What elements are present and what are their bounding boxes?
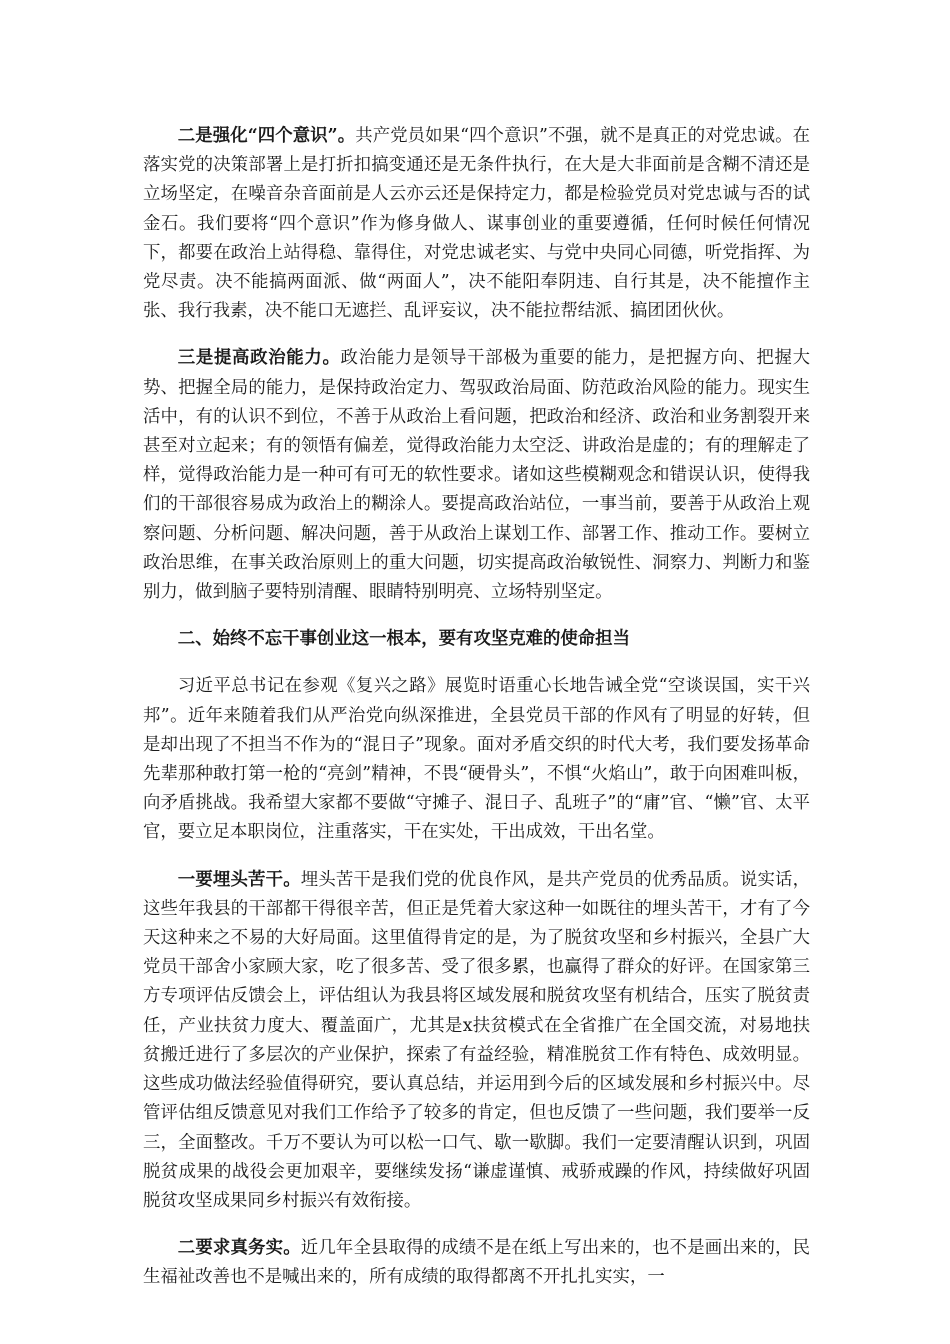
paragraph-lead: 一要埋头苦干。 <box>177 869 301 890</box>
paragraph-body: 习近平总书记在参观《复兴之路》展览时语重心长地告诫全党“空谈误国，实干兴邦”。近年来随着我们从严治党向纵深推进，全县党员干部的作风有了明显的好转，但是却出现了不担当不作为的“混日子”现象。面对矛盾交织的时代大考，我们要发扬革命先辈那种敢打第一枪的“亮剑”精神，不畏“硬骨头”，不惧“火焰山”，敢于向困难叫板，向矛盾挑战。我希望大家都不要做“守摊子、混日子、乱班子”的“庸”官、“懒”官、太平官，要立足本职岗位，注重落实，干在实处，干出成效，干出名堂。 <box>143 676 810 843</box>
paragraph-body: 政治能力是领导干部极为重要的能力，是把握方向、把握大势、把握全局的能力，是保持政治定力、驾驭政治局面、防范政治风险的能力。现实生活中，有的认识不到位，不善于从政治上看问题，把政治和经济、政治和业务割裂开来甚至对立起来；有的领悟有偏差，觉得政治能力太空泛、讲政治是虚的；有的理解走了样，觉得政治能力是一种可有可无的软性要求。诸如这些模糊观念和错误认识，使得我们的干部很容易成为政治上的糊涂人。要提高政治站位，一事当前，要善于从政治上观察问题、分析问题、解决问题，善于从政治上谋划工作、部署工作、推动工作。要树立政治思维，在事关政治原则上的重大问题，切实提高政治敏锐性、洞察力、判断力和鉴别力，做到脑子要特别清醒、眼睛特别明亮、立场特别坚定。 <box>143 348 810 603</box>
paragraph-body: 共产党员如果“四个意识”不强，就不是真正的对党忠诚。在落实党的决策部署上是打折扣搞变通还是无条件执行，在大是大非面前是含糊不清还是立场坚定，在噪音杂音面前是人云亦云还是保持定力，都是检验党员对党忠诚与否的试金石。我们要将“四个意识”作为修身做人、谋事创业的重要遵循，任何时候任何情况下，都要在政治上站得稳、靠得住，对党忠诚老实、与党中央同心同德，听党指挥、为党尽责。决不能搞两面派、做“两面人”，决不能阳奉阴违、自行其是，决不能擅作主张、我行我素，决不能口无遮拦、乱评妄议，决不能拉帮结派、搞团团伙伙。 <box>143 126 810 322</box>
paragraph-practical-work <box>143 672 810 847</box>
paragraph-body: 近几年全县取得的成绩不是在纸上写出来的，也不是画出来的，民生福祉改善也不是喊出来的，所有成绩的取得都离不开扎扎实实，一 <box>143 1238 810 1288</box>
paragraph-lead: 三是提高政治能力。 <box>177 348 341 369</box>
paragraph-lead: 二要求真务实。 <box>177 1238 301 1259</box>
paragraph-four-consciousness <box>143 122 810 326</box>
paragraph-political-ability <box>143 344 810 607</box>
paragraph-seek-truth <box>143 1234 810 1292</box>
paragraph-hard-work <box>143 866 810 1216</box>
section-heading: 二、始终不忘干事创业这一根本，要有攻坚克难的使命担当 <box>177 629 630 650</box>
paragraph-lead: 二是强化“四个意识”。 <box>177 126 356 146</box>
paragraph-body: 埋头苦干是我们党的优良作风，是共产党员的优秀品质。说实话，这些年我县的干部都干得很辛苦，但正是凭着大家这种一如既往的埋头苦干，才有了今天这种来之不易的大好局面。这里值得肯定的是，为了脱贫攻坚和乡村振兴，全县广大党员干部舍小家顾大家，吃了很多苦、受了很多累，也赢得了群众的好评。在国家第三方专项评估反馈会上，评估组认为我县将区域发展和脱贫攻坚有机结合，压实了脱贫责任，产业扶贫力度大、覆盖面广，尤其是x扶贫模式在全省推广在全国交流，对易地扶贫搬迁进行了多层次的产业保护，探索了有益经验，精准脱贫工作有特色、成效明显。这些成功做法经验值得研究，要认真总结，并运用到今后的区域发展和乡村振兴中。尽管评估组反馈意见对我们工作给予了较多的肯定，但也反馈了一些问题，我们要举一反三，全面整改。千万不要认为可以松一口气、歇一歇脚。我们一定要清醒认识到，巩固脱贫成果的战役会更加艰辛，要继续发扬“谦虚谨慎、戒骄戒躁的作风，持续做好巩固脱贫攻坚成果同乡村振兴有效衔接。 <box>143 869 810 1211</box>
